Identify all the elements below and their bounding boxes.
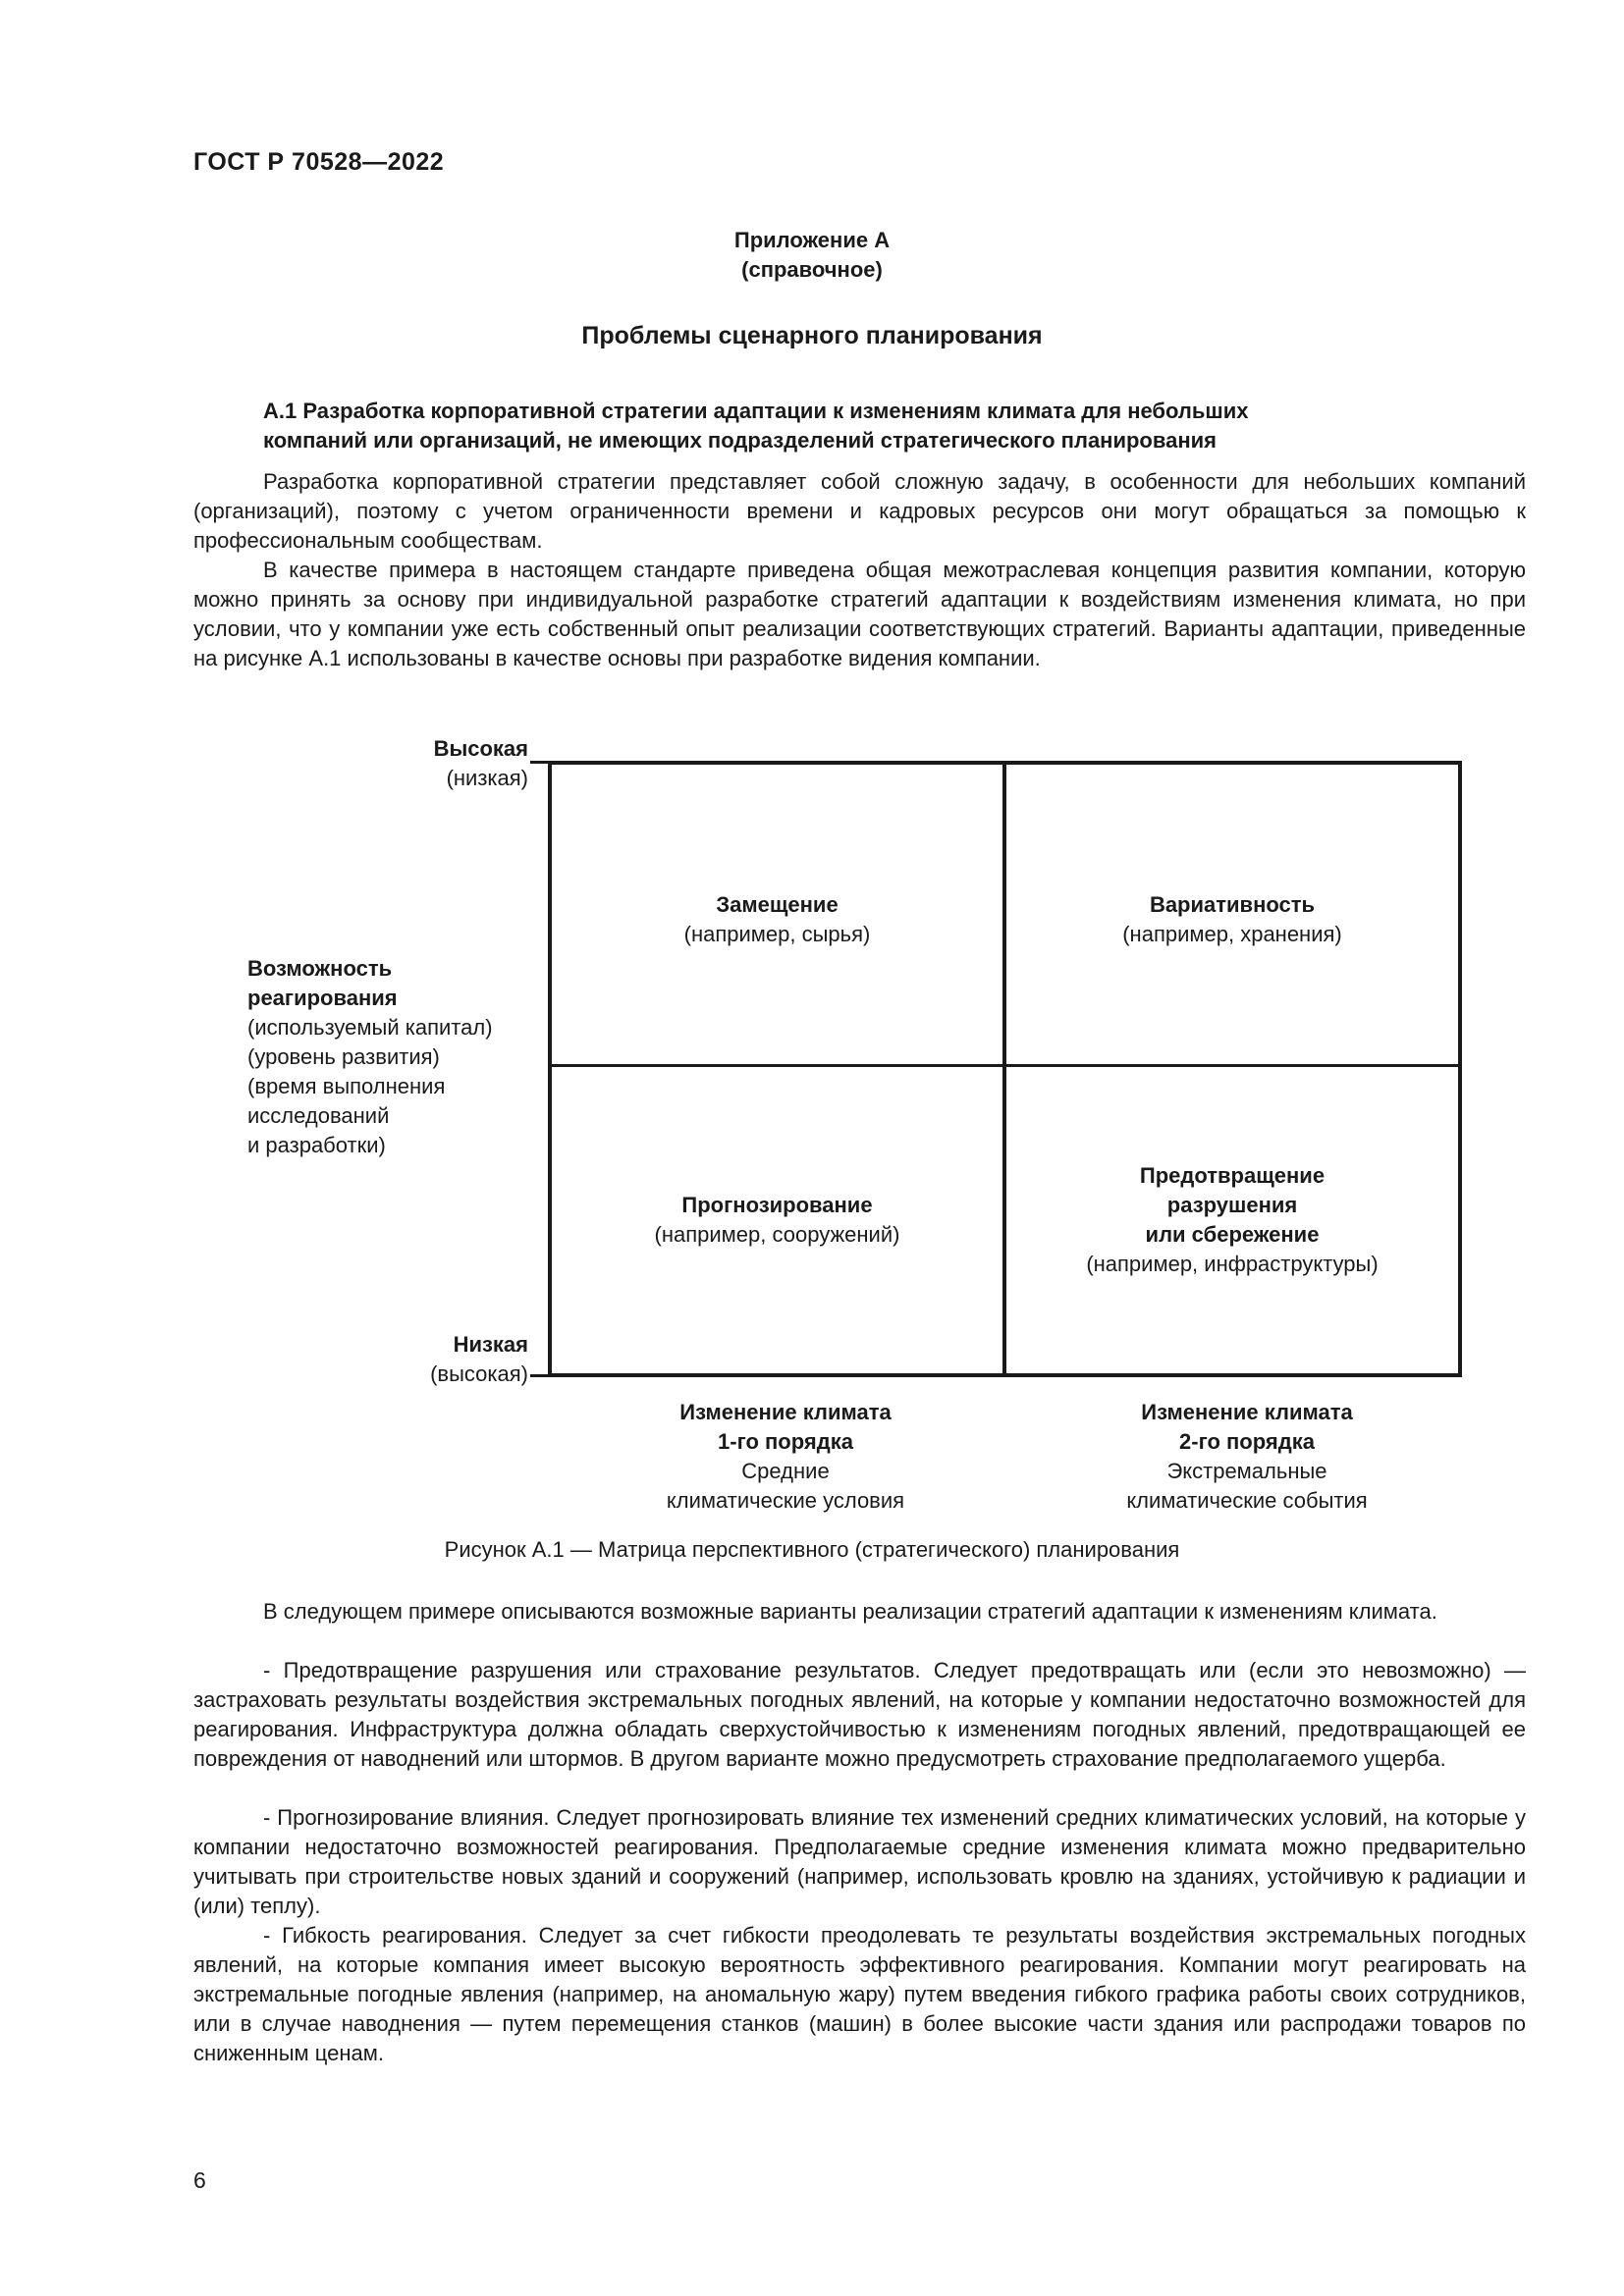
intro-paragraph-1: Разработка корпоративной стратегии представляет собой сложную задачу, в особенности для небольших компаний (организаций), поэтому с учетом ограниченности времени и кадровых ресурсов они могут обращаться за помощью к профессиональным сообществам. xyxy=(193,469,1526,553)
subheading-line-2: компаний или организаций, не имеющих подразделений стратегического планирования xyxy=(263,428,1217,453)
subheading-line-1: А.1 Разработка корпоративной стратегии адаптации к изменениям климата для небольших xyxy=(263,399,1249,423)
page-number: 6 xyxy=(193,2167,206,2193)
subheading xyxy=(263,397,1520,455)
axis-tick-bottom xyxy=(530,1374,552,1377)
cell-forecasting: Прогнозирование (например, сооружений) xyxy=(654,1193,900,1247)
cell-variability: Вариативность (например, хранения) xyxy=(1122,892,1342,946)
body-paragraph-4: - Гибкость реагирования. Следует за счет гибкости преодолевать те результаты воздействия экстремальных погодных явлений, на которые компания имеет высокую вероятность эффективного реагирования. Компании могут реагировать на экстремальные погодные явления (например, на аномальную жару) путем введения гибкого графика работы своих сотрудников, или в случае наводнения — путем перемещения станков (машин) в более высокие части здания или распродажи товаров по сниженным ценам. xyxy=(193,1923,1526,2065)
x-axis-first-order-label: Изменение климата 1-го порядка Средние климатические условия xyxy=(666,1400,905,1513)
figure-caption: Рисунок А.1 — Матрица перспективного (стратегического) планирования xyxy=(444,1537,1180,1562)
document-number: ГОСТ Р 70528—2022 xyxy=(193,148,445,176)
axis-tick-top xyxy=(530,761,552,764)
y-axis-low-label: Низкая (высокая) xyxy=(430,1332,528,1386)
body-paragraph-2: - Предотвращение разрушения или страхование результатов. Следует предотвращать или (если это невозможно) — застраховать результаты воздействия экстремальных погодных явлений, на которые у компании недостаточно возможностей для реагирования. Инфраструктура должна обладать сверхустойчивостью к изменениям погодных явлений, предотвращающей ее повреждения от наводнений или штормов. В другом варианте можно предусмотреть страхование предполагаемого ущерба. xyxy=(193,1658,1526,1771)
matrix-horizontal-divider xyxy=(548,1064,1462,1067)
body-paragraph-1: В следующем примере описываются возможные варианты реализации стратегий адаптации к изменениям климата. xyxy=(263,1599,1437,1624)
appendix-title: Приложение А xyxy=(733,228,891,252)
body-paragraph-3: - Прогнозирование влияния. Следует прогнозировать влияние тех изменений средних климатических условий, на которые у компании недостаточно возможностей реагирования. Предполагаемые средние изменения климата можно предварительно учитывать при строительстве новых зданий и сооружений (например, использовать кровлю на зданиях, устойчивую к радиации и (или) теплу). xyxy=(193,1805,1526,1918)
cell-substitution: Замещение (например, сырья) xyxy=(683,892,871,946)
x-axis-second-order-label: Изменение климата 2-го порядка Экстремальные климатические события xyxy=(1126,1400,1368,1513)
appendix-type: (справочное) xyxy=(741,257,883,282)
cell-prevention: Предотвращение разрушения или сбережение (например, инфраструктуры) xyxy=(1086,1163,1379,1276)
y-axis-title: Возможность реагирования (используемый капитал) (уровень развития) (время выполнения исследований и разработки) xyxy=(247,956,493,1157)
section-title: Проблемы сценарного планирования xyxy=(581,322,1043,349)
matrix-vertical-divider xyxy=(1002,761,1006,1377)
y-axis-high-label: Высокая (низкая) xyxy=(433,736,528,790)
intro-paragraph-2: В качестве примера в настоящем стандарте приведена общая межотраслевая концепция развития компании, которую можно принять за основу при индивидуальной разработке стратегий адаптации к воздействиям изменения климата, но при условии, что у компании уже есть собственный опыт реализации соответствующих стратегий. Варианты адаптации, приведенные на рисунке А.1 использованы в качестве основы при разработке видения компании. xyxy=(193,558,1526,670)
